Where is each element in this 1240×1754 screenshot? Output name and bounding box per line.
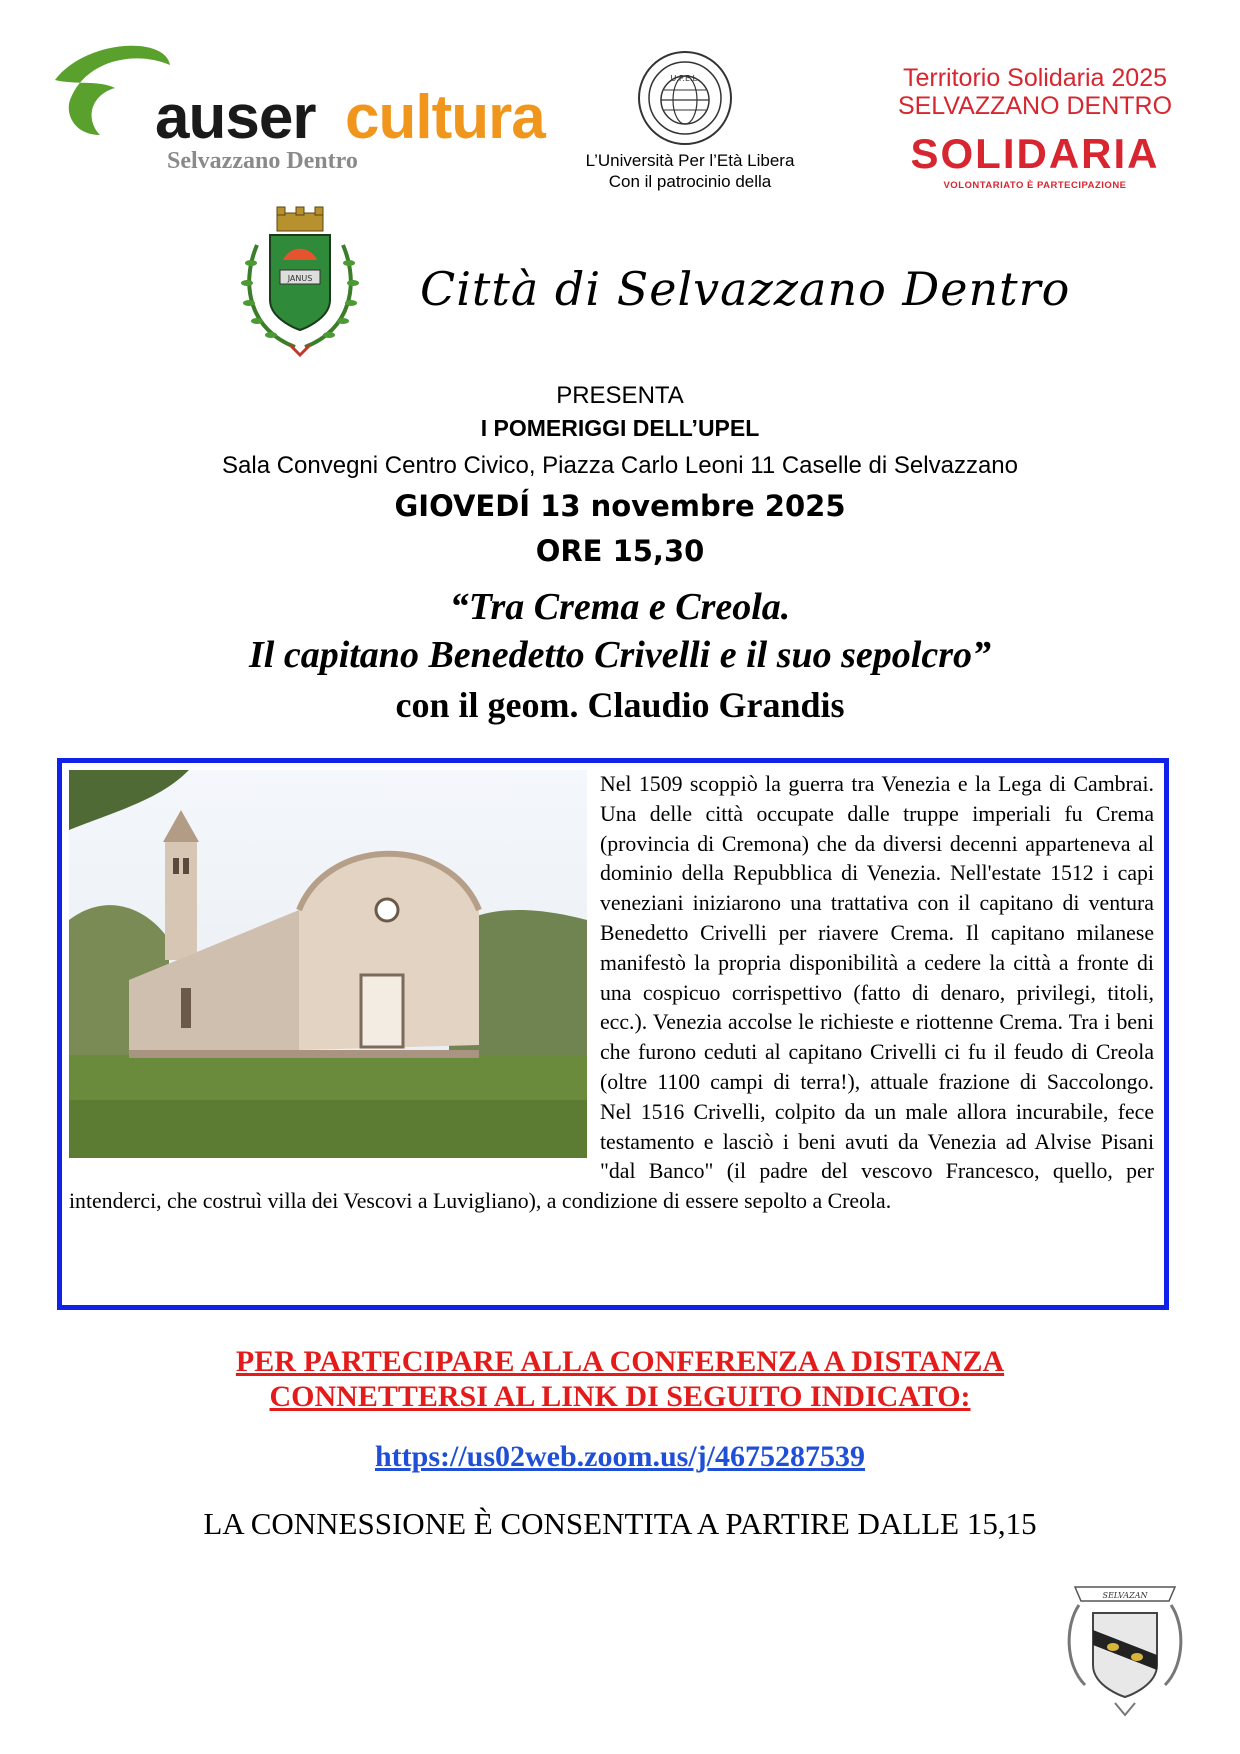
upel-caption [545,150,835,192]
upel-caption-line1: L’Università Per l’Età Libera [585,151,795,170]
solidaria-line1: Territorio Solidaria 2025 [902,64,1168,92]
seal-icon [1065,1575,1185,1720]
city-title: Città di Selvazzano Dentro [420,262,1071,316]
solidaria-line2: SELVAZZANO DENTRO [897,92,1173,120]
cta-line1: PER PARTECIPARE ALLA CONFERENZA A DISTANZA [235,1345,1005,1378]
talk-title-line1: “Tra Crema e Creola. [449,586,791,628]
solidaria-tagline: VOLONTARIATO È PARTECIPAZIONE [943,180,1127,191]
crest-label: JANUS [287,274,313,283]
auser-subtitle: Selvazzano Dentro [167,148,358,174]
auser-cultura-logo [45,40,565,180]
zoom-link[interactable]: https://us02web.zoom.us/j/4675287539 [374,1440,866,1473]
connection-note: LA CONNESSIONE È CONSENTITA A PARTIRE DALLE 15,15 [203,1506,1037,1541]
cta-line2: CONNETTERSI AL LINK DI SEGUITO INDICATO: [269,1380,971,1413]
talk-title-line2: Il capitano Benedetto Crivelli e il suo sepolcro” [248,634,992,676]
upel-logo [630,48,750,158]
venue-text: Sala Convegni Centro Civico, Piazza Carlo Leoni 11 Caselle di Selvazzano [222,452,1018,479]
upel-caption-line2: Con il patrocinio della [608,172,772,191]
solidaria-brand: SOLIDARIA [910,130,1160,177]
article-box [57,758,1169,1310]
solidaria-logo [860,64,1210,191]
crest-icon [235,205,365,365]
presenta-label: PRESENTA [556,382,684,409]
seal-label: SELVAZAN [1102,1591,1148,1600]
church-photo [69,770,587,1158]
cultura-word: cultura [345,83,545,152]
article-text: Nel 1509 scoppiò la guerra tra Venezia e la Lega di Cambrai. Una delle città occupate dalle truppe imperiali fu Crema (provincia di Cremona) che da diversi decenni apparteneva al dominio della Repubblica di Venezia. Nell'estate 1512 i capi veneziani iniziarono una trattativa con il capitano di ventura Benedetto Crivelli per riavere Crema. Il capitano milanese manifestò la propria disponibilità a cedere la città a fronte di una cospicuo corrispettivo (fatto di denaro, privilegi, titoli, ecc.). Venezia accolse le richieste e riottenne Crema. Tra i beni che furono ceduti al capitano Crivelli ci fu il feudo di Creola (oltre 1100 campi di terra!), attuale frazione di Saccolongo. Nel 1516 Crivelli, colpito da un male allora incurabile, fece testamento e lasciò i beni avuti da Venezia ad Alvise Pisani "dal Banco" (il padre del vescovo Francesco, quello, per intenderci, che costruì villa dei Vescovi a Luvigliano), a condizione di essere sepolto a Creola. [69,772,1154,1214]
municipal-crest [235,205,365,365]
event-date: GIOVEDÍ 13 novembre 2025 [394,489,846,523]
speaker-line: con il geom. Claudio Grandis [395,685,845,725]
series-title: I POMERIGGI DELL’UPEL [480,415,760,441]
auser-word: auser [155,83,316,152]
selvazzano-seal [1065,1575,1185,1720]
upel-globe-icon [630,48,740,148]
event-time: ORE 15,30 [535,534,705,568]
upel-seal-label: U.P.E.L. [670,74,700,83]
